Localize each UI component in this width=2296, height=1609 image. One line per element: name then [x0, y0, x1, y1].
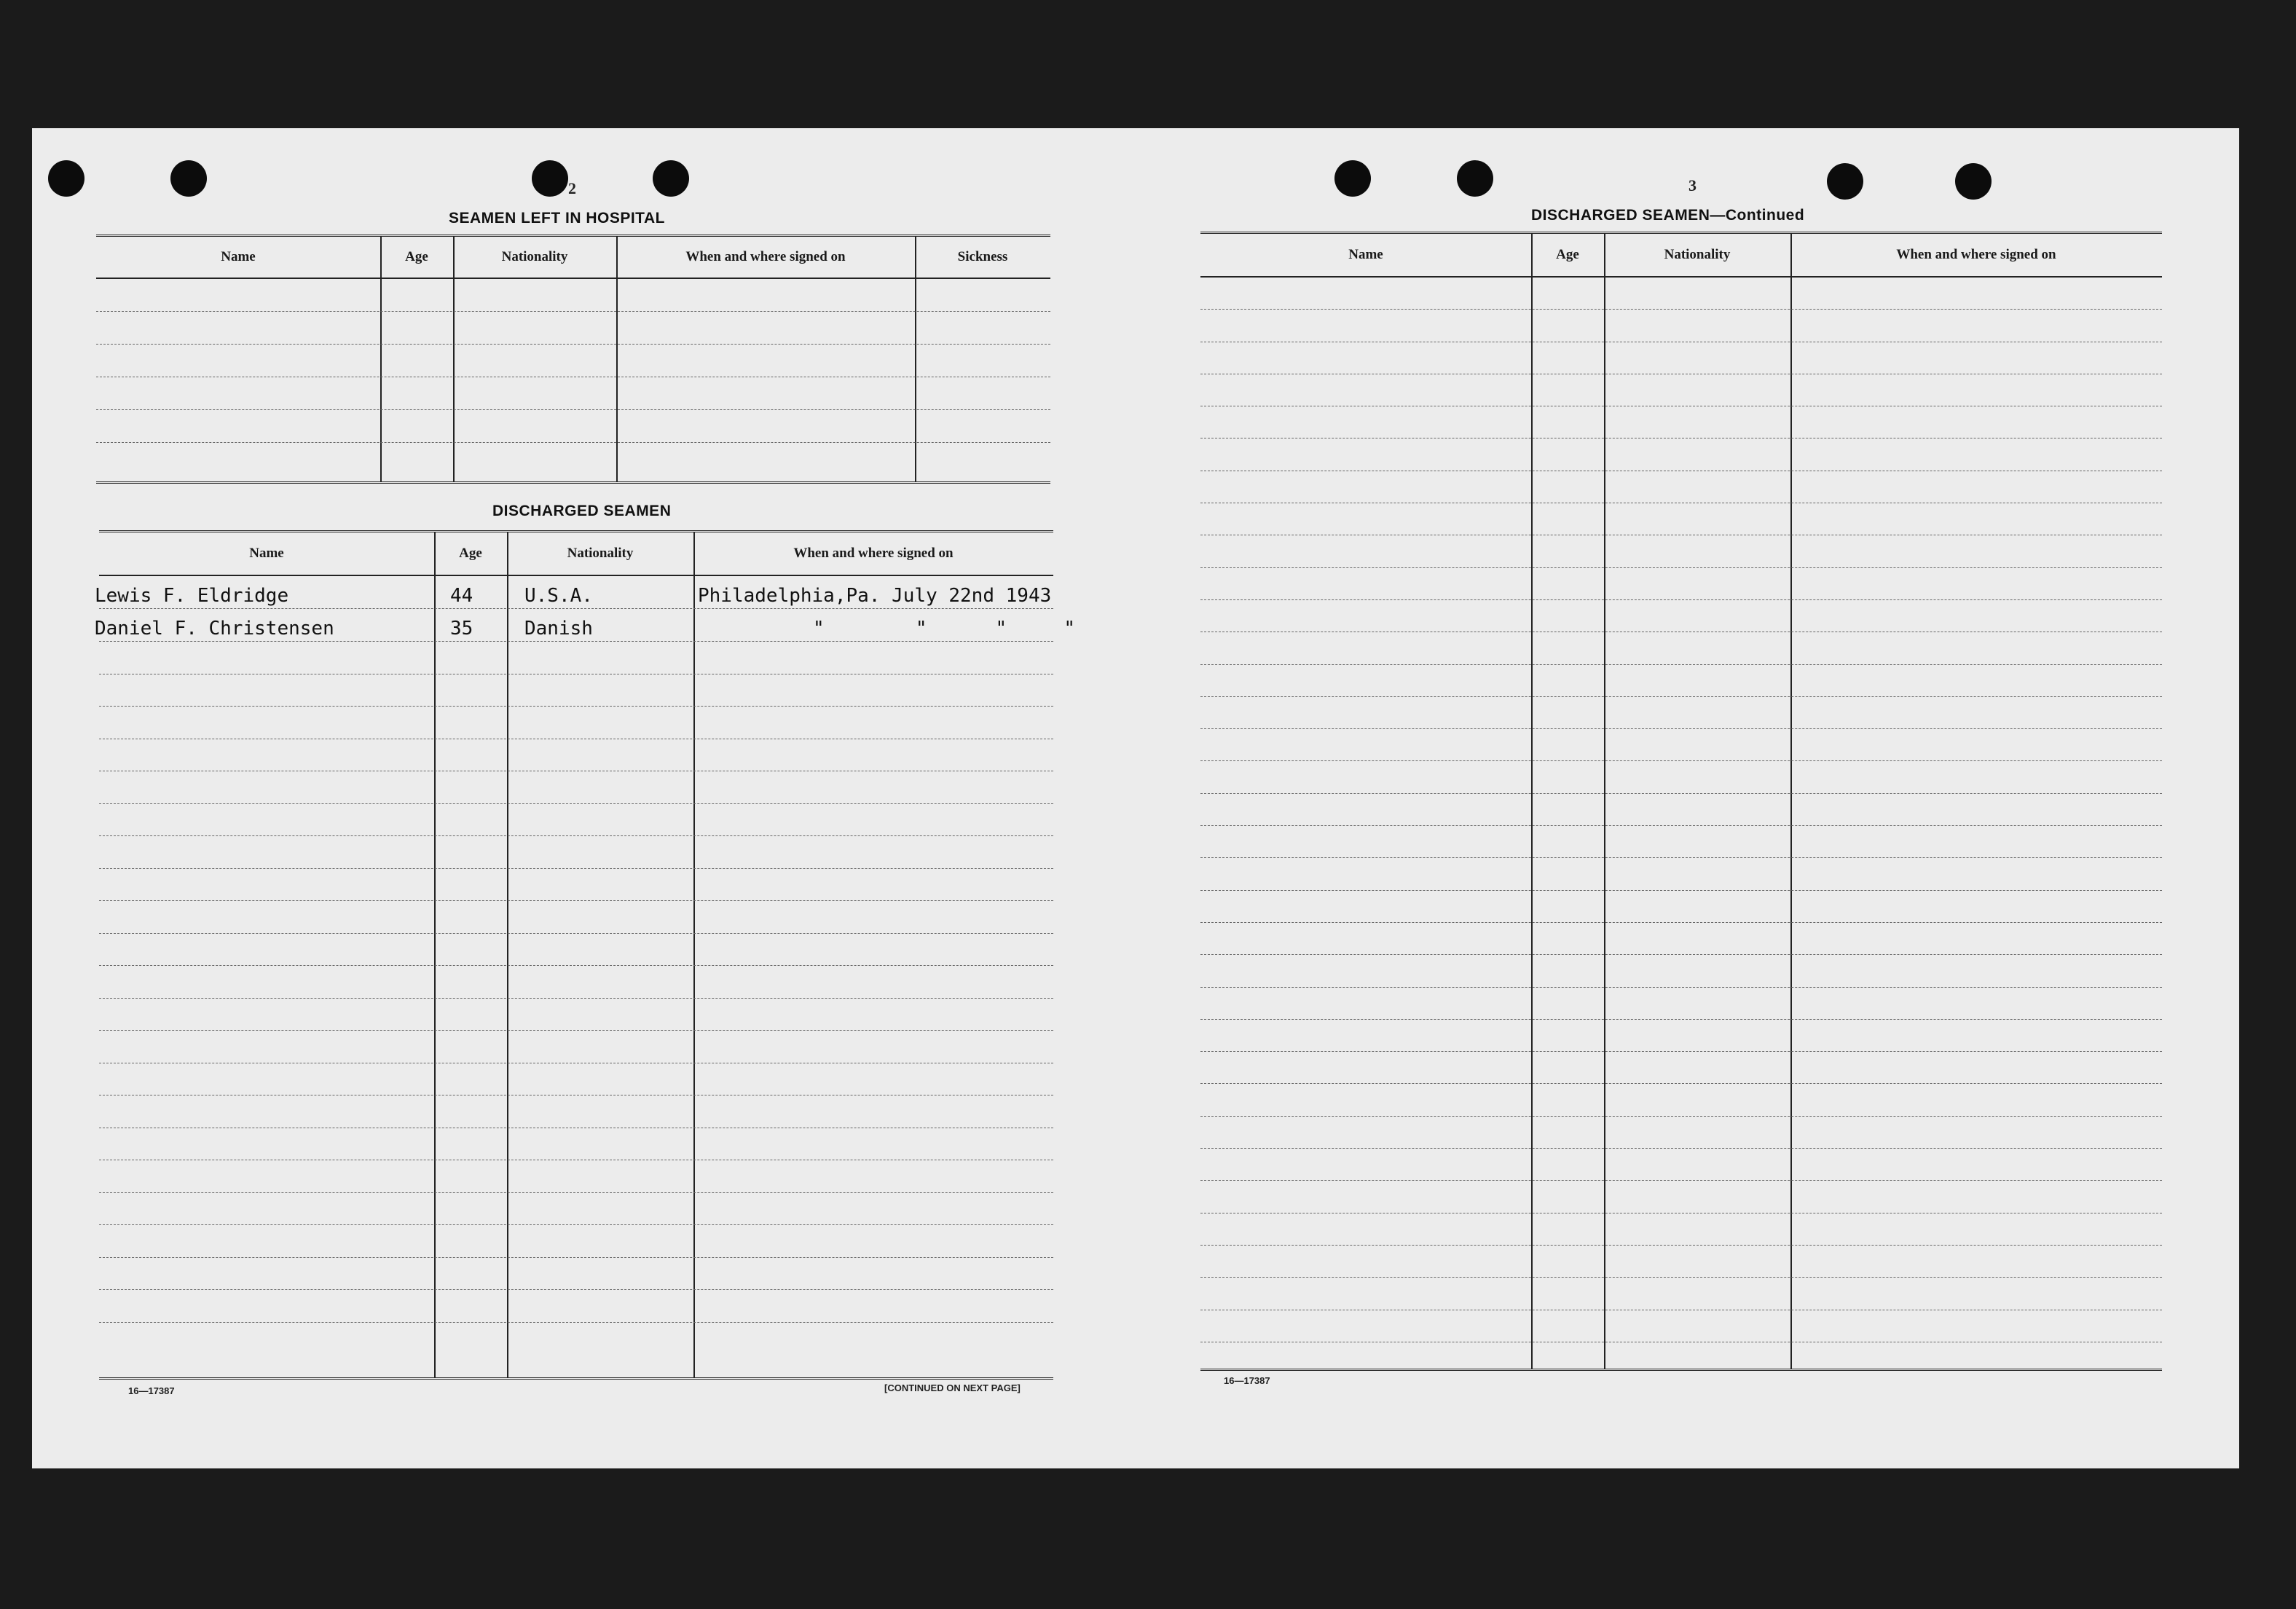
table-row [99, 1063, 1053, 1096]
table-row [1200, 1052, 2162, 1084]
table-row [1200, 955, 2162, 987]
right-form-number: 16—17387 [1224, 1375, 1270, 1386]
table-row [1200, 600, 2162, 632]
continued-table-title [1531, 207, 1804, 224]
seaman-name: Daniel F. Christensen [95, 618, 334, 640]
discharged-col-name: Name [249, 546, 284, 561]
punch-hole [1334, 160, 1371, 197]
continued-col-nationality: Nationality [1664, 247, 1731, 262]
hospital-col-age: Age [405, 249, 428, 264]
continued-note: [CONTINUED ON NEXT PAGE] [884, 1382, 1021, 1393]
table-row [96, 443, 1050, 475]
discharged-col-age: Age [459, 546, 482, 561]
seaman-name: Lewis F. Eldridge [95, 585, 289, 607]
continued-table-header [1200, 234, 2162, 278]
table-row [1200, 342, 2162, 374]
punch-hole [1457, 160, 1493, 197]
table-row [99, 642, 1053, 674]
hospital-table-title: SEAMEN LEFT IN HOSPITAL [449, 210, 665, 227]
table-row [99, 1225, 1053, 1258]
table-row [1200, 858, 2162, 890]
table-row [1200, 826, 2162, 858]
table-row [96, 312, 1050, 345]
table-row [99, 804, 1053, 837]
right-page-number: 3 [1688, 176, 1697, 194]
continued-col-signed-on: When and where signed on [1896, 247, 2056, 262]
table-row [1200, 729, 2162, 761]
table-row [1200, 988, 2162, 1020]
discharged-table [95, 530, 1076, 1380]
table-row [99, 674, 1053, 707]
table-row [99, 1323, 1053, 1353]
discharged-table-title: DISCHARGED SEAMEN [492, 503, 672, 519]
punch-hole [653, 160, 689, 197]
punch-hole [532, 160, 568, 197]
left-page-number: 2 [568, 179, 576, 197]
table-row [99, 1031, 1053, 1063]
table-row [1200, 1278, 2162, 1310]
table-row [96, 410, 1050, 443]
continued-col-name: Name [1348, 247, 1383, 262]
hospital-table [96, 235, 1050, 484]
table-row [99, 1095, 1053, 1128]
table-row [99, 739, 1053, 772]
table-row [95, 576, 1053, 609]
punch-hole [1955, 163, 1992, 200]
seaman-nationality: Danish [524, 618, 593, 640]
discharged-col-signed-on: When and where signed on [793, 546, 954, 561]
punch-hole [170, 160, 207, 197]
table-row [1200, 1246, 2162, 1278]
seaman-signed-on: " " " " [813, 618, 1076, 640]
continued-title-suffix: —Continued [1710, 207, 1805, 224]
table-row [1200, 1117, 2162, 1149]
table-row [1200, 278, 2162, 310]
continued-table-body [1200, 278, 2162, 1369]
table-row [1200, 1342, 2162, 1374]
table-row [1200, 794, 2162, 826]
table-row [1200, 1310, 2162, 1342]
table-row [1200, 1181, 2162, 1213]
table-row [96, 377, 1050, 410]
table-row [96, 279, 1050, 312]
table-row [1200, 503, 2162, 535]
table-row [1200, 471, 2162, 503]
hospital-col-name: Name [221, 249, 256, 264]
punch-hole [1827, 163, 1863, 200]
table-row [1200, 697, 2162, 729]
table-row [99, 1160, 1053, 1193]
continued-col-age: Age [1556, 247, 1579, 262]
table-row [1200, 891, 2162, 923]
table-row [96, 345, 1050, 377]
punch-hole [48, 160, 84, 197]
table-row [1200, 310, 2162, 342]
table-row [99, 707, 1053, 739]
document-sheet [32, 128, 2239, 1468]
continued-title-main: DISCHARGED SEAMEN [1531, 207, 1710, 224]
table-row [99, 966, 1053, 999]
hospital-col-sickness: Sickness [957, 249, 1008, 264]
seaman-age: 35 [450, 618, 473, 640]
table-row [1200, 438, 2162, 471]
discharged-table-header [99, 532, 1053, 576]
table-row [95, 609, 1076, 642]
table-row [1200, 923, 2162, 955]
table-row [99, 1193, 1053, 1226]
table-row [1200, 1020, 2162, 1052]
hospital-col-signed-on: When and where signed on [685, 249, 846, 264]
table-row [99, 1290, 1053, 1323]
table-row [1200, 761, 2162, 793]
table-row [99, 1258, 1053, 1291]
discharged-continued-table [1200, 232, 2162, 1371]
table-row [99, 1128, 1053, 1161]
table-row [1200, 1084, 2162, 1116]
table-row [99, 836, 1053, 869]
hospital-table-header [96, 237, 1050, 279]
left-form-number: 16—17387 [128, 1385, 175, 1396]
table-row [1200, 374, 2162, 406]
table-row [99, 999, 1053, 1031]
seaman-signed-on: Philadelphia,Pa. July 22nd 1943 [698, 585, 1052, 607]
seaman-age: 44 [450, 585, 473, 607]
table-row [1200, 535, 2162, 567]
discharged-col-nationality: Nationality [567, 546, 634, 561]
discharged-table-body [95, 576, 1076, 1377]
table-row [99, 901, 1053, 934]
table-row [1200, 406, 2162, 438]
table-row [1200, 1213, 2162, 1246]
table-row [99, 869, 1053, 902]
hospital-col-nationality: Nationality [501, 249, 568, 264]
table-row [99, 934, 1053, 967]
seaman-nationality: U.S.A. [524, 585, 593, 607]
table-row [99, 771, 1053, 804]
table-row [1200, 632, 2162, 664]
hospital-table-body [96, 279, 1050, 481]
table-row [1200, 665, 2162, 697]
table-row [1200, 568, 2162, 600]
table-row [1200, 1149, 2162, 1181]
